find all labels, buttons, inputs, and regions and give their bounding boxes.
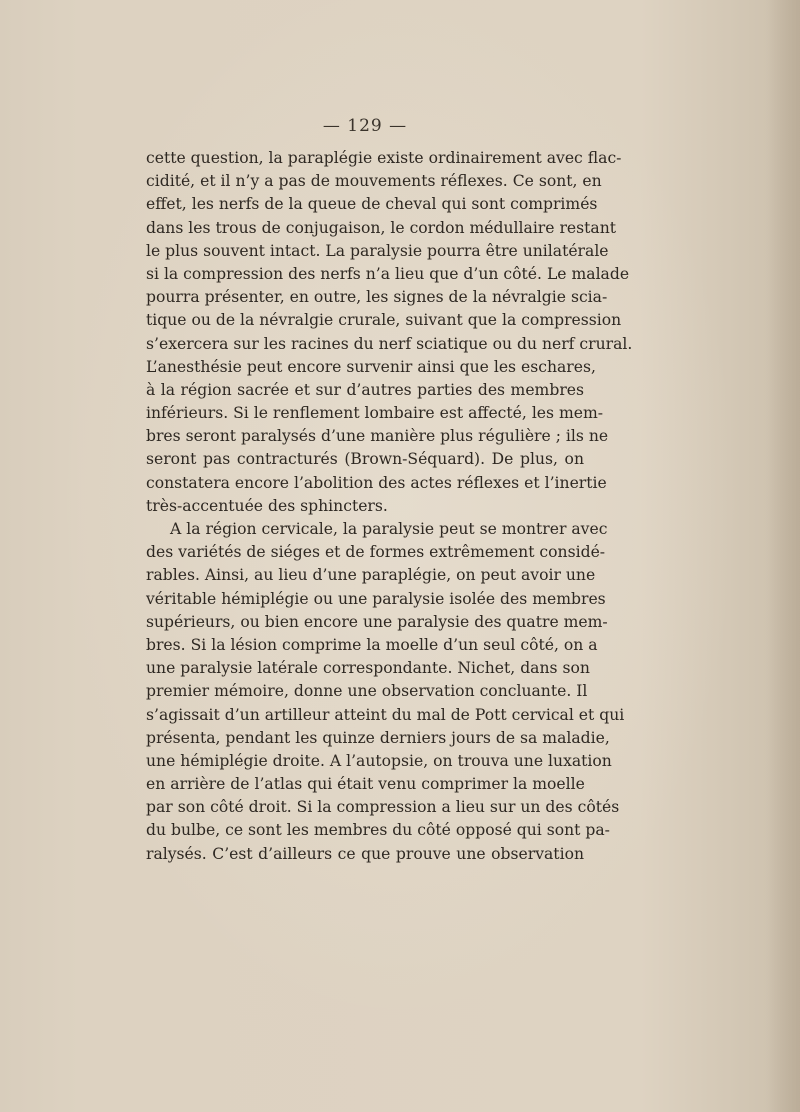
text-line: pourra présenter, en outre, les signes de la névralgie scia- — [146, 288, 608, 307]
text-line: tique ou de la névralgie crurale, suivant que la compression — [146, 311, 622, 330]
text-line: s’exercera sur les racines du nerf sciatique ou du nerf crural. — [146, 334, 633, 353]
text-line: rables. Ainsi, au lieu d’une paraplégie, on peut avoir une — [146, 566, 596, 585]
text-line: seront pas contracturés (Brown-Séquard). De plus, on — [146, 450, 584, 469]
text-line: dans les trous de conjugaison, le cordon médullaire restant — [146, 218, 617, 237]
text-line: s’agissait d’un artilleur atteint du mal de Pott cervical et qui — [146, 705, 625, 724]
text-line: une paralysie latérale correspondante. Nichet, dans son — [146, 659, 590, 678]
text-line: du bulbe, ce sont les membres du côté opposé qui sont pa- — [146, 821, 610, 840]
text-line: des variétés de siéges et de formes extrêmement considé- — [146, 543, 606, 562]
body-text — [146, 147, 633, 866]
text-line: premier mémoire, donne une observation concluante. Il — [146, 682, 588, 701]
text-line: L’anesthésie peut encore survenir ainsi que les eschares, — [146, 357, 596, 376]
text-line: bres seront paralysés d’une manière plus régulière ; ils ne — [146, 427, 609, 446]
text-line: ralysés. C’est d’ailleurs ce que prouve une observation — [146, 844, 584, 863]
text-line: si la compression des nerfs n’a lieu que d’un côté. Le malade — [146, 264, 630, 283]
page-number: — 129 — — [322, 116, 408, 136]
text-line: supérieurs, ou bien encore une paralysie des quatre mem- — [146, 612, 608, 631]
text-line: le plus souvent intact. La paralysie pourra être unilatérale — [146, 241, 609, 260]
text-line: inférieurs. Si le renflement lombaire est affecté, les mem- — [146, 404, 604, 423]
page-edge-shading — [766, 0, 800, 1112]
text-line: cette question, la paraplégie existe ordinairement avec flac- — [146, 149, 622, 167]
paragraph-start-line: A la région cervicale, la paralysie peut se montrer avec — [170, 520, 608, 538]
text-line: cidité, et il n’y a pas de mouvements réflexes. Ce sont, en — [146, 172, 602, 191]
text-line: constatera encore l’abolition des actes réflexes et l’inertie — [146, 473, 607, 492]
text-line: une hémiplégie droite. A l’autopsie, on trouva une luxation — [146, 751, 612, 770]
text-line: bres. Si la lésion comprime la moelle d’un seul côté, on a — [146, 635, 598, 654]
text-line: à la région sacrée et sur d’autres parties des membres — [146, 380, 584, 399]
text-line: véritable hémiplégie ou une paralysie isolée des membres — [146, 589, 606, 608]
text-line: en arrière de l’atlas qui était venu comprimer la moelle — [146, 775, 585, 794]
text-line: par son côté droit. Si la compression a lieu sur un des côtés — [146, 798, 620, 817]
text-line: présenta, pendant les quinze derniers jours de sa maladie, — [146, 728, 610, 747]
paragraph-end-line: très-accentuée des sphincters. — [146, 496, 388, 515]
text-line: effet, les nerfs de la queue de cheval qui sont comprimés — [146, 195, 598, 214]
